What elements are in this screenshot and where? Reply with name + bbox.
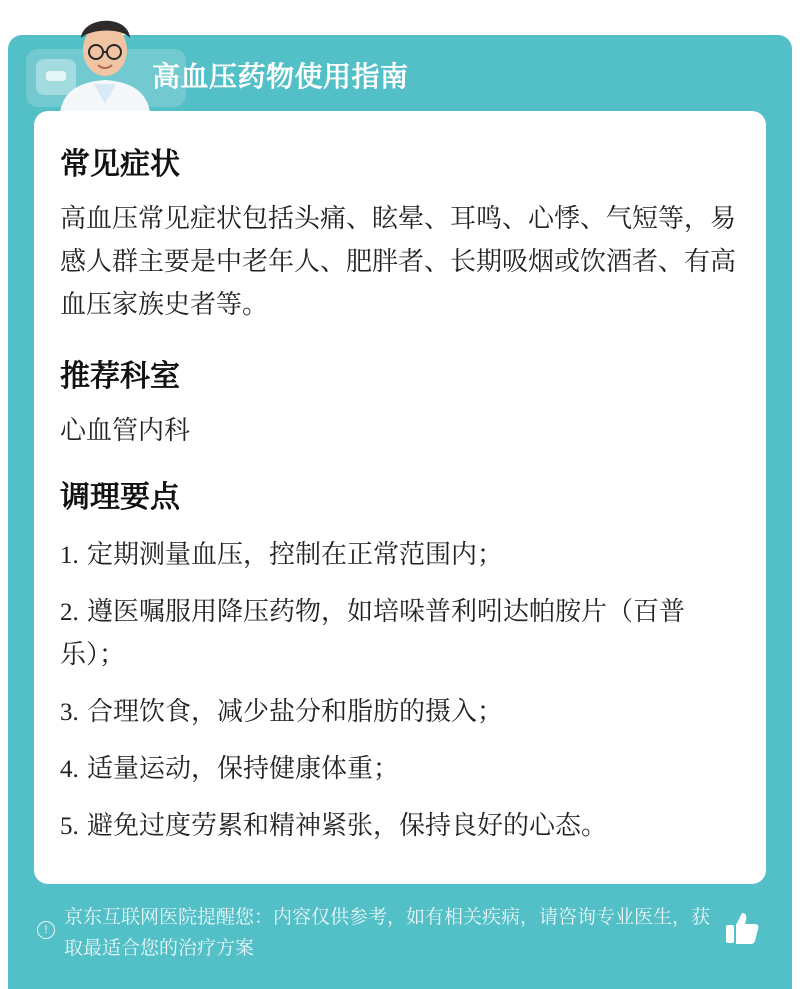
department-content: 心血管内科 <box>60 416 191 446</box>
tip-text: 适量运动，保持健康体重； <box>87 754 400 784</box>
tip-text: 合理饮食，减少盐分和脂肪的摄入； <box>87 697 504 727</box>
page-title: 高血压药物使用指南 <box>152 60 409 93</box>
tip-item <box>60 691 740 734</box>
tip-number: 3. <box>60 699 79 726</box>
tip-text: 遵医嘱服用降压药物，如培哚普利吲达帕胺片（百普乐）； <box>60 597 686 670</box>
section-title-department: 推荐科室 <box>60 359 180 394</box>
tip-number: 1. <box>60 542 79 569</box>
footer-disclaimer: 京东互联网医院提醒您：内容仅供参考，如有相关疾病，请咨询专业医生，获取最适合您的治疗方案 <box>64 906 711 959</box>
tip-item <box>60 534 740 577</box>
tip-item <box>60 748 740 791</box>
tip-text: 定期测量血压，控制在正常范围内； <box>87 540 504 570</box>
tip-number: 2. <box>60 599 79 626</box>
info-icon: ! <box>37 921 55 939</box>
doctor-avatar <box>50 8 160 112</box>
tip-item <box>60 805 740 848</box>
tip-number: 4. <box>60 756 79 783</box>
content-card <box>34 111 766 884</box>
tip-item <box>60 591 740 677</box>
section-title-tips: 调理要点 <box>60 480 180 515</box>
section-title-symptoms: 常见症状 <box>60 147 180 182</box>
symptoms-content: 高血压常见症状包括头痛、眩晕、耳鸣、心悸、气短等，易感人群主要是中老年人、肥胖者、长期吸烟或饮酒者、有高血压家族史者等。 <box>60 204 737 320</box>
tip-text: 避免过度劳累和精神紧张，保持良好的心态。 <box>87 811 608 841</box>
thumbs-up-icon[interactable] <box>724 910 760 946</box>
tip-number: 5. <box>60 813 79 840</box>
